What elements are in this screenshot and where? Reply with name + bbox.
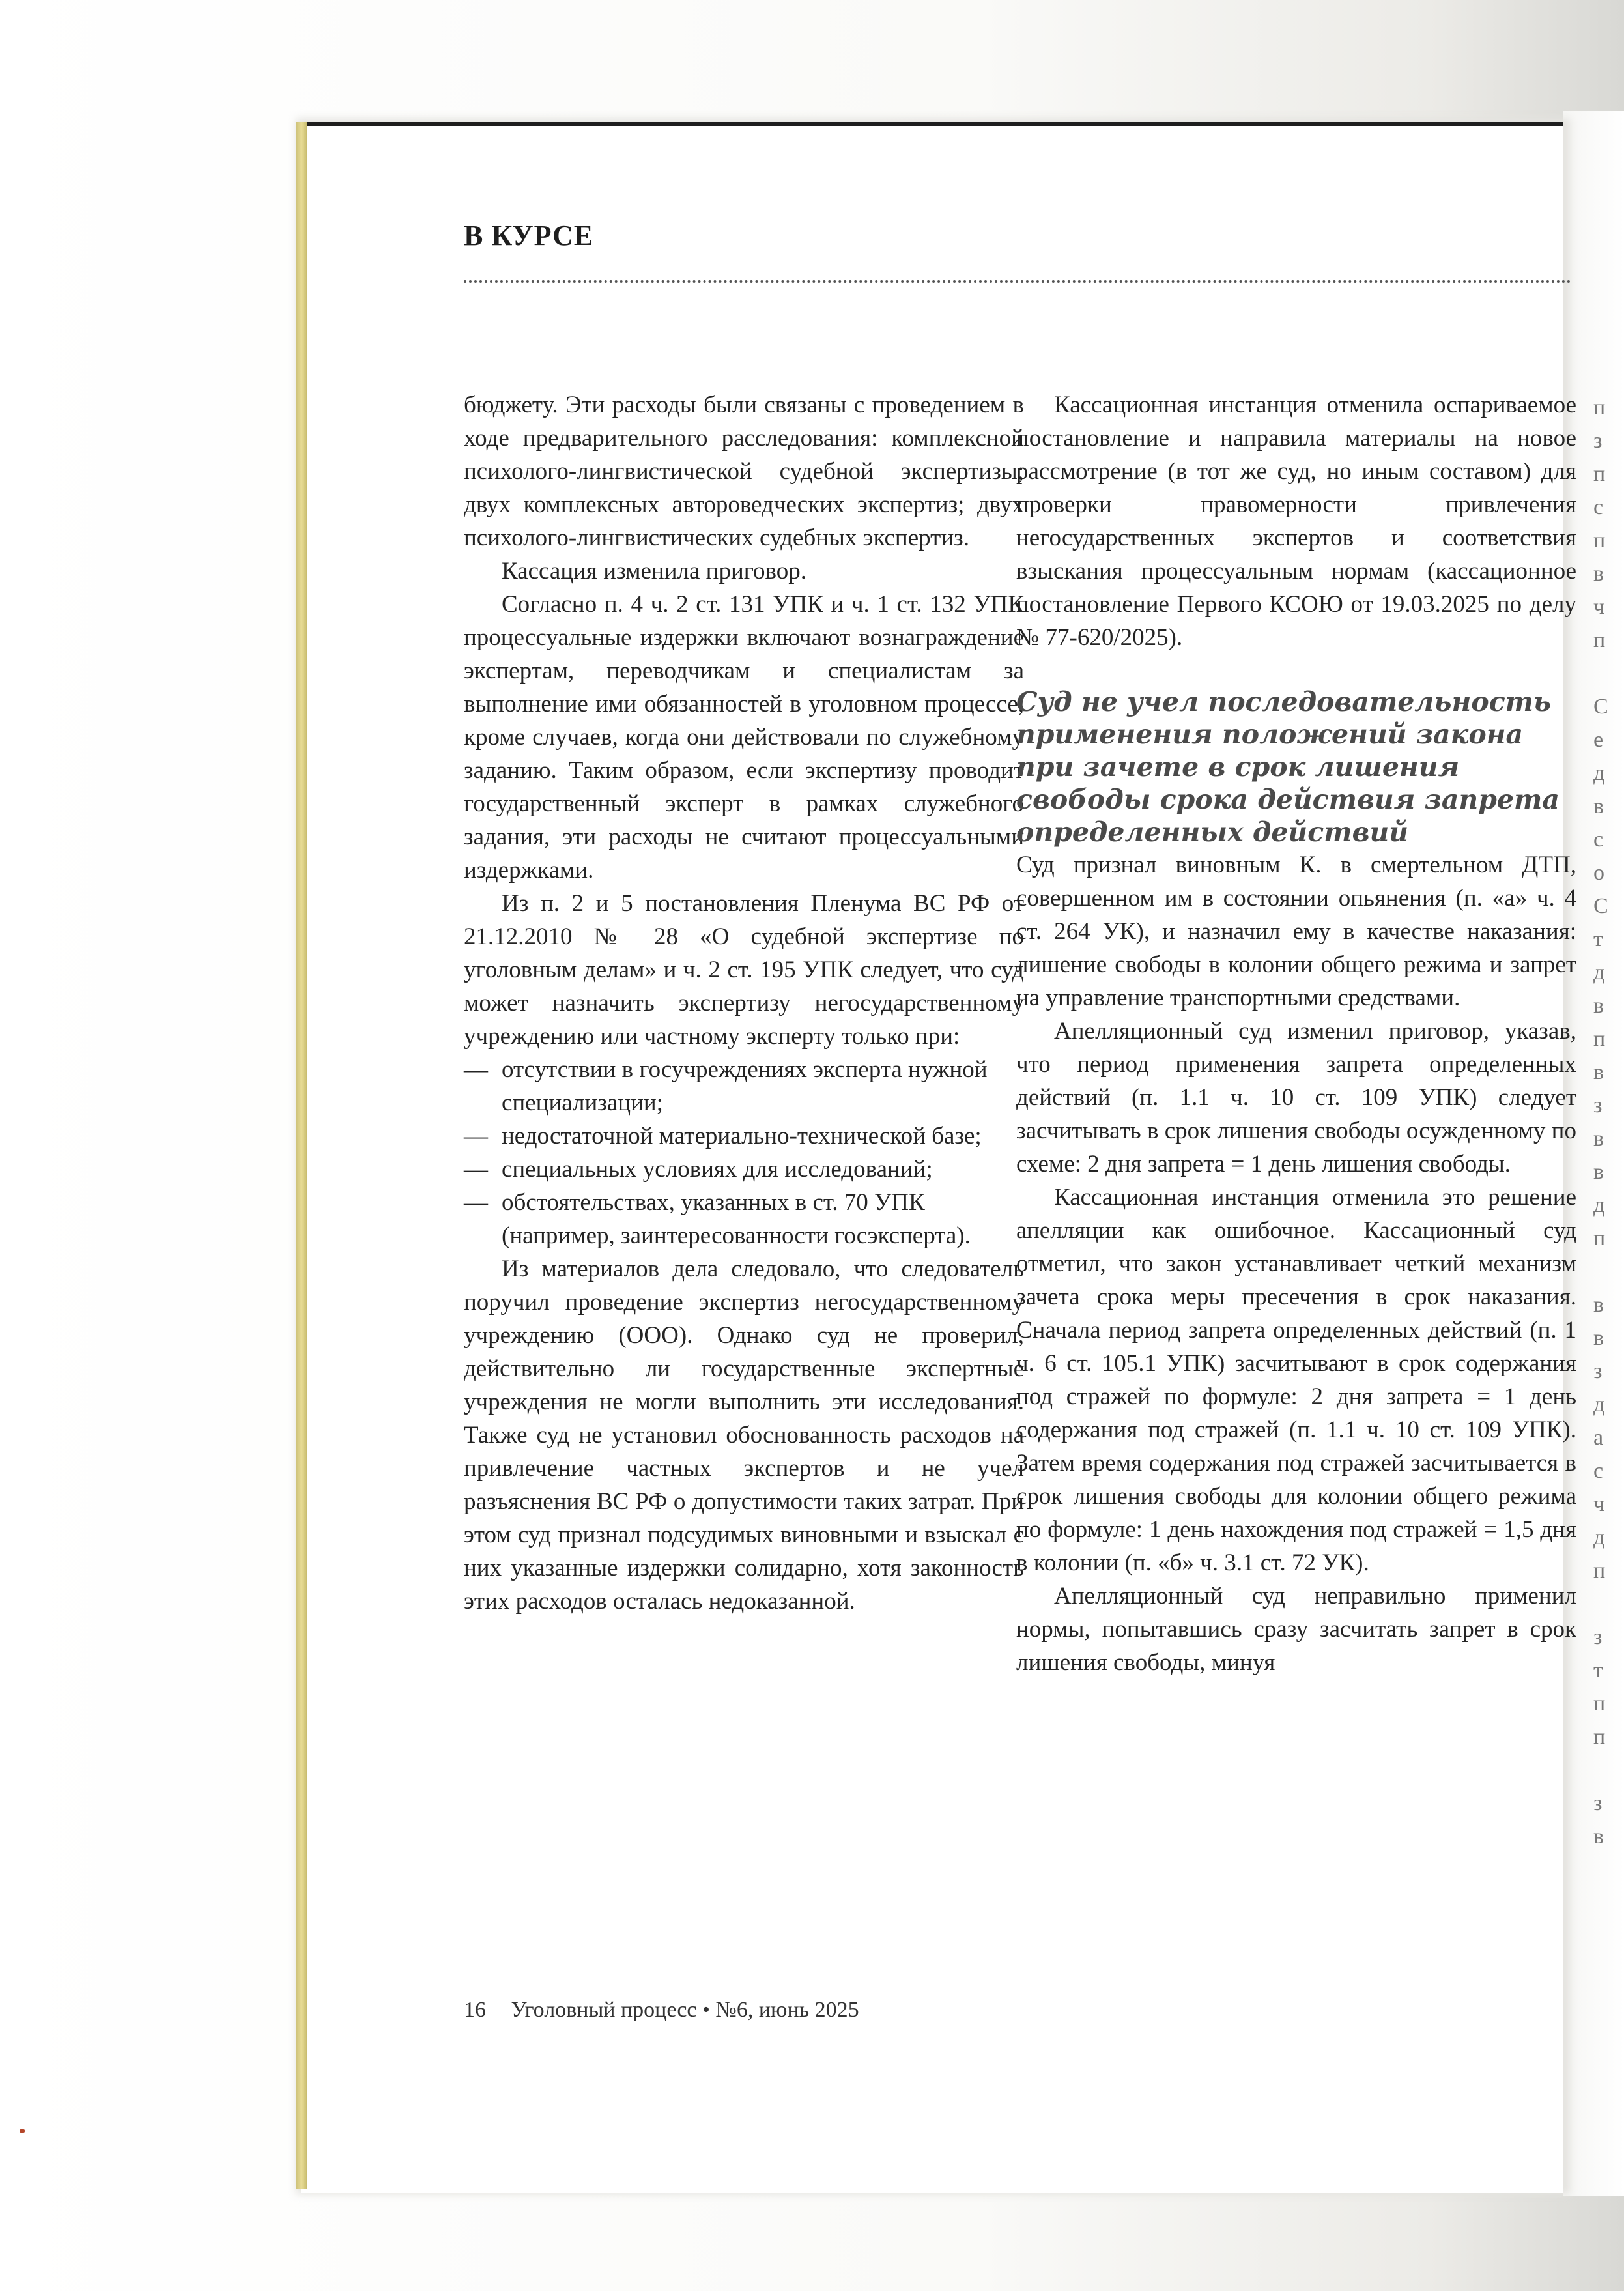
edge-letter: п bbox=[1593, 1027, 1606, 1051]
left-paragraph-5: Из материалов дела следовало, что следователь поручил проведение экспертиз негосударственному учреждению (ООО). Однако суд не проверил, действительно ли государственные экспертные учреждения не могли выполнить эти исследования. Также суд не установил обоснованность расходов на привлечение частных экспертов и не учел разъяснения ВС РФ о допустимости таких затрат. При этом суд признал подсудимых виновными и взыскал с них указанные издержки солидарно, хотя законность этих расходов осталась недоказанной. bbox=[464, 1256, 1024, 1615]
left-paragraph-1: бюджету. Эти расходы были связаны с проведением в ходе предварительного расследования: комплексной психолого-лингвистической судебной экспертизы; двух комплексных автороведческих экспертиз; двух психолого-лингвистических судебных экспертиз. bbox=[464, 392, 1024, 551]
left-column bbox=[464, 388, 1024, 1618]
edge-letter: в bbox=[1593, 1127, 1604, 1151]
edge-letter: п bbox=[1593, 1226, 1606, 1250]
edge-letter: в bbox=[1593, 794, 1604, 818]
dash-marker: — bbox=[464, 1056, 488, 1083]
scan-speck bbox=[20, 2129, 25, 2133]
dash-marker: — bbox=[464, 1123, 488, 1149]
edge-letter: т bbox=[1593, 1658, 1603, 1682]
article-subheading: Суд не учел последовательность применения положений закона при зачете в срок лишения свободы срока действия запрета определенных действий bbox=[1016, 686, 1560, 848]
next-page-edge-text bbox=[1593, 391, 1613, 1853]
edge-letter: п bbox=[1593, 462, 1606, 486]
right-paragraph-5: Апелляционный суд неправильно применил нормы, попытавшись сразу засчитать запрет в срок лишения свободы, минуя bbox=[1016, 1583, 1576, 1676]
page-number: 16 bbox=[464, 1998, 486, 2022]
left-paragraph-3: Согласно п. 4 ч. 2 ст. 131 УПК и ч. 1 ст. 132 УПК процессуальные издержки включают вознаграждение экспертам, переводчикам и специалистам за выполнение ими обязанностей в уголовном процессе, кроме случаев, когда они действовали по служебному заданию. Таким образом, если экспертизу проводит государственный эксперт в рамках служебного задания, эти расходы не считают процессуальными издержками. bbox=[464, 591, 1024, 884]
edge-letter: с bbox=[1593, 1459, 1604, 1483]
right-column bbox=[1016, 388, 1576, 1679]
edge-letter: п bbox=[1593, 1692, 1606, 1716]
edge-letter: в bbox=[1593, 562, 1604, 586]
left-paragraph-2: Кассация изменила приговор. bbox=[502, 558, 806, 584]
list-item-text: специальных условиях для исследований; bbox=[502, 1156, 933, 1183]
conditions-list bbox=[464, 1053, 1024, 1252]
list-item bbox=[464, 1053, 1024, 1119]
list-item bbox=[464, 1186, 1024, 1252]
edge-letter: с bbox=[1593, 495, 1604, 519]
edge-letter: п bbox=[1593, 528, 1606, 553]
edge-letter: д bbox=[1593, 1392, 1605, 1417]
edge-letter: в bbox=[1593, 1160, 1604, 1184]
edge-letter: п bbox=[1593, 396, 1606, 420]
list-item-text: обстоятельствах, указанных в ст. 70 УПК (например, заинтересованности госэксперта). bbox=[502, 1189, 971, 1249]
edge-letter: С bbox=[1593, 695, 1608, 719]
edge-letter: с bbox=[1593, 828, 1604, 852]
edge-letter: т bbox=[1593, 927, 1603, 951]
edge-letter: д bbox=[1593, 761, 1605, 785]
edge-letter: д bbox=[1593, 960, 1605, 985]
edge-letter: д bbox=[1593, 1193, 1605, 1217]
edge-letter bbox=[1593, 1587, 1613, 1621]
header-dotted-rule bbox=[464, 280, 1571, 283]
dash-marker: — bbox=[464, 1156, 488, 1183]
edge-letter: з bbox=[1593, 1093, 1603, 1117]
edge-letter: п bbox=[1593, 628, 1606, 652]
page-footer bbox=[464, 1998, 859, 2023]
edge-letter bbox=[1593, 1255, 1613, 1288]
edge-letter: в bbox=[1593, 1060, 1604, 1084]
edge-letter: з bbox=[1593, 1791, 1603, 1815]
edge-letter: п bbox=[1593, 1725, 1606, 1749]
edge-letter bbox=[1593, 1753, 1613, 1787]
edge-letter: в bbox=[1593, 994, 1604, 1018]
publication-info: Уголовный процесс • №6, июнь 2025 bbox=[511, 1998, 859, 2022]
list-item bbox=[464, 1153, 1024, 1186]
edge-letter bbox=[1593, 657, 1613, 690]
dash-marker: — bbox=[464, 1189, 488, 1216]
edge-letter: в bbox=[1593, 1824, 1604, 1849]
right-paragraph-1: Кассационная инстанция отменила оспариваемое постановление и направила материалы на новое рассмотрение (в тот же суд, но иным составом) для проверки правомерности привлечения негосударственных экспертов и соответствия взыскания процессуальным нормам (кассационное постановление Первого КСОЮ от 19.03.2025 по делу № 77-620/2025). bbox=[1016, 392, 1576, 651]
list-item-text: отсутствии в госучреждениях эксперта нужной специализации; bbox=[502, 1056, 988, 1116]
edge-letter: з bbox=[1593, 1625, 1603, 1649]
edge-letter: з bbox=[1593, 429, 1603, 453]
right-paragraph-4: Кассационная инстанция отменила это решение апелляции как ошибочное. Кассационный суд отметил, что закон устанавливает четкий механизм зачета срока меры пресечения в срок наказания. Сначала период запрета определенных действий (п. 1 ч. 6 ст. 105.1 УПК) засчитывают в срок содержания под стражей по формуле: 2 дня запрета = 1 день содержания под стражей (п. 1.1 ч. 10 ст. 109 УПК). Затем время содержания под стражей засчитывается в срок лишения свободы для колонии общего режима по формуле: 1 день нахождения под стражей = 1,5 дня в колонии (п. «б» ч. 3.1 ст. 72 УК). bbox=[1016, 1184, 1576, 1576]
page-spine bbox=[296, 122, 307, 2189]
right-paragraph-2: Суд признал виновным К. в смертельном ДТП, совершенном им в состоянии опьянения (п. «а» ч. 4 ст. 264 УК), и назначил ему в качестве наказания: лишение свободы в колонии общего режима и запрет на управление транспортными средствами. bbox=[1016, 852, 1576, 1011]
edge-letter: ч bbox=[1593, 595, 1605, 619]
edge-letter: е bbox=[1593, 728, 1604, 752]
right-paragraph-3: Апелляционный суд изменил приговор, указав, что период применения запрета определенных действий (п. 1.1 ч. 10 ст. 109 УПК) следует засчитывать в срок лишения свободы осужденному по схеме: 2 дня запрета = 1 день лишения свободы. bbox=[1016, 1018, 1576, 1177]
edge-letter: о bbox=[1593, 861, 1604, 885]
edge-letter: а bbox=[1593, 1426, 1604, 1450]
edge-letter: в bbox=[1593, 1326, 1604, 1350]
left-paragraph-4: Из п. 2 и 5 постановления Пленума ВС РФ от 21.12.2010 № 28 «О судебной экспертизе по уголовным делам» и ч. 2 ст. 195 УПК следует, что суд может назначить экспертизу негосударственному учреждению или частному эксперту только при: bbox=[464, 890, 1024, 1050]
edge-letter: С bbox=[1593, 894, 1608, 918]
edge-letter: д bbox=[1593, 1525, 1605, 1549]
edge-letter: в bbox=[1593, 1293, 1604, 1317]
section-title: В КУРСЕ bbox=[464, 220, 594, 252]
edge-letter: з bbox=[1593, 1359, 1603, 1383]
edge-letter: п bbox=[1593, 1559, 1606, 1583]
list-item-text: недостаточной материально-технической базе; bbox=[502, 1123, 982, 1149]
edge-letter: ч bbox=[1593, 1492, 1605, 1516]
list-item bbox=[464, 1119, 1024, 1153]
